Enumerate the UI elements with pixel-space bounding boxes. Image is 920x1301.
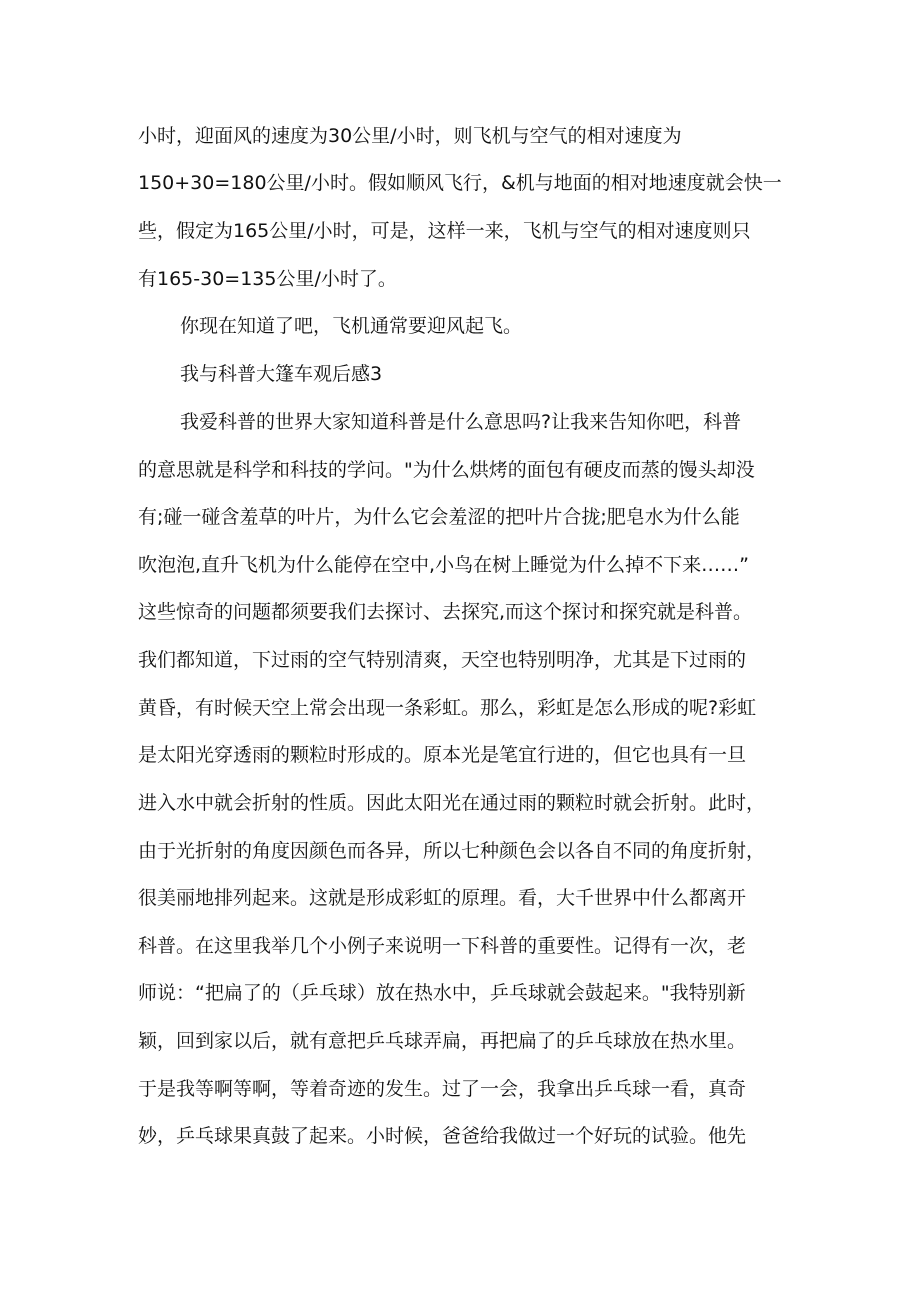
text-line-13: 黄昏，有时候天空上常会出现一条彩虹。那么，彩虹是怎么形成的呢?彩虹 (138, 697, 757, 719)
paragraph-conclusion: 你现在知道了吧，飞机通常要迎风起飞。 (180, 315, 523, 337)
text-line-16: 由于光折射的角度因颜色而各异，所以七种颜色会以各自不同的角度折射， (138, 840, 766, 862)
text-line-12: 我们都知道，下过雨的空气特别清爽，天空也特别明净，尤其是下过雨的 (138, 649, 747, 671)
text-line-17: 很美丽地排列起来。这就是形成彩虹的原理。看，大千世界中什么都离开 (138, 887, 747, 909)
text-line-7: 我爱科普的世界大家知道科普是什么意思吗?让我来告知你吧，科普 (180, 411, 742, 433)
text-line-14: 是太阳光穿透雨的颗粒时形成的。原本光是笔宜行进的，但它也具有一旦 (138, 744, 747, 766)
text-line-1: 小时，迎面风的速度为30公里/小时，则飞机与空气的相对速度为 (138, 125, 682, 147)
text-line-21: 于是我等啊等啊，等着奇迹的发生。过了一会，我拿出乒乓球一看，真奇 (138, 1078, 747, 1100)
text-line-8: 的意思就是科学和科技的学问。"为什么烘烤的面包有硬皮而蒸的馒头却没 (138, 459, 755, 481)
text-line-3: 些，假定为165公里/小时，可是，这样一来，飞机与空气的相对速度则只 (138, 220, 751, 242)
text-line-22: 妙，乒乓球果真鼓了起来。小时候，爸爸给我做过一个好玩的试验。他先 (138, 1125, 747, 1147)
text-line-20: 颖，回到家以后，就有意把乒乓球弄扁，再把扁了的乒乓球放在热水里。 (138, 1030, 747, 1052)
text-line-18: 科普。在这里我举几个小例子来说明一下科普的重要性。记得有一次，老 (138, 935, 747, 957)
text-line-9: 有;碰一碰含羞草的叶片，为什么它会羞涩的把叶片合拢;肥皂水为什么能 (138, 506, 740, 528)
text-line-4: 有165-30=135公里/小时了。 (138, 268, 397, 290)
text-line-10: 吹泡泡,直升飞机为什么能停在空中,小鸟在树上睡觉为什么掉不下来……” (138, 554, 749, 576)
text-line-19: 师说：“把扁了的（乒乓球）放在热水中，乒乓球就会鼓起来。"我特别新 (138, 982, 746, 1004)
text-line-15: 进入水中就会折射的性质。因此太阳光在通过雨的颗粒时就会折射。此时， (138, 792, 766, 814)
text-line-11: 这些惊奇的问题都须要我们去探讨、去探究,而这个探讨和探究就是科普。 (138, 601, 753, 623)
text-line-2: 150+30=180公里/小时。假如顺风飞行，&机与地面的相对地速度就会快一 (138, 172, 782, 194)
section-heading: 我与科普大篷车观后感3 (180, 363, 383, 385)
